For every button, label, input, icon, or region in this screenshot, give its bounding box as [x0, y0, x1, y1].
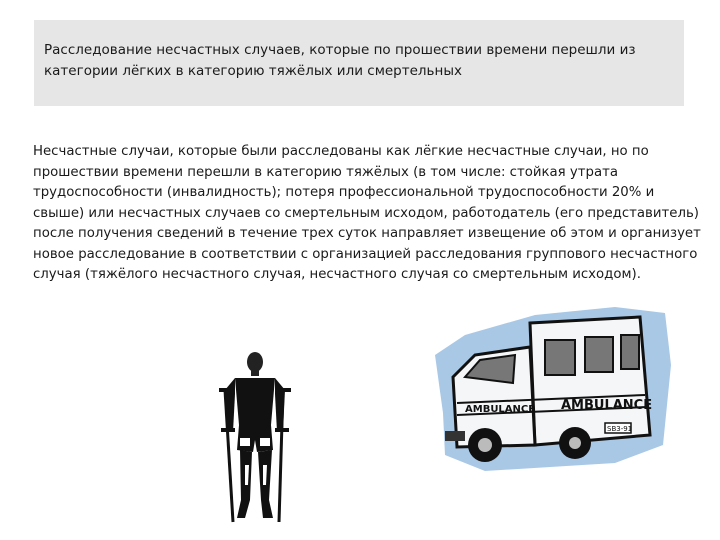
- license-plate: SB3-91: [607, 425, 633, 433]
- ambulance-rear-label: AMBULANCE: [561, 398, 653, 413]
- person-on-crutches-illustration: [205, 350, 305, 525]
- slide-body-text: Несчастные случаи, которые были расследованы как лёгкие несчастные случаи, но по прошествии времени перешли в категорию тяжёлых (в том числе: стойкая утрата трудоспособности (инвалидность); потеря профессиональной трудоспособности 20% и свыше) или несчастных случаев со смертельным исходом, работодатель (его представитель) после получения сведений в течение трех суток направляет извещение об этом и организует новое расследование в соответствии с организацией расследования группового несчастного случая (тяжёлого несчастного случая, несчастного случая со смертельным исходом).: [33, 144, 701, 282]
- title-box: [34, 20, 684, 106]
- slide-title: Расследование несчастных случаев, которые по прошествии времени перешли из категории лёгких в категорию тяжёлых или смертельных: [44, 42, 636, 79]
- ambulance-illustration: [425, 295, 675, 480]
- ambulance-side-label: AMBULANCE: [465, 404, 536, 415]
